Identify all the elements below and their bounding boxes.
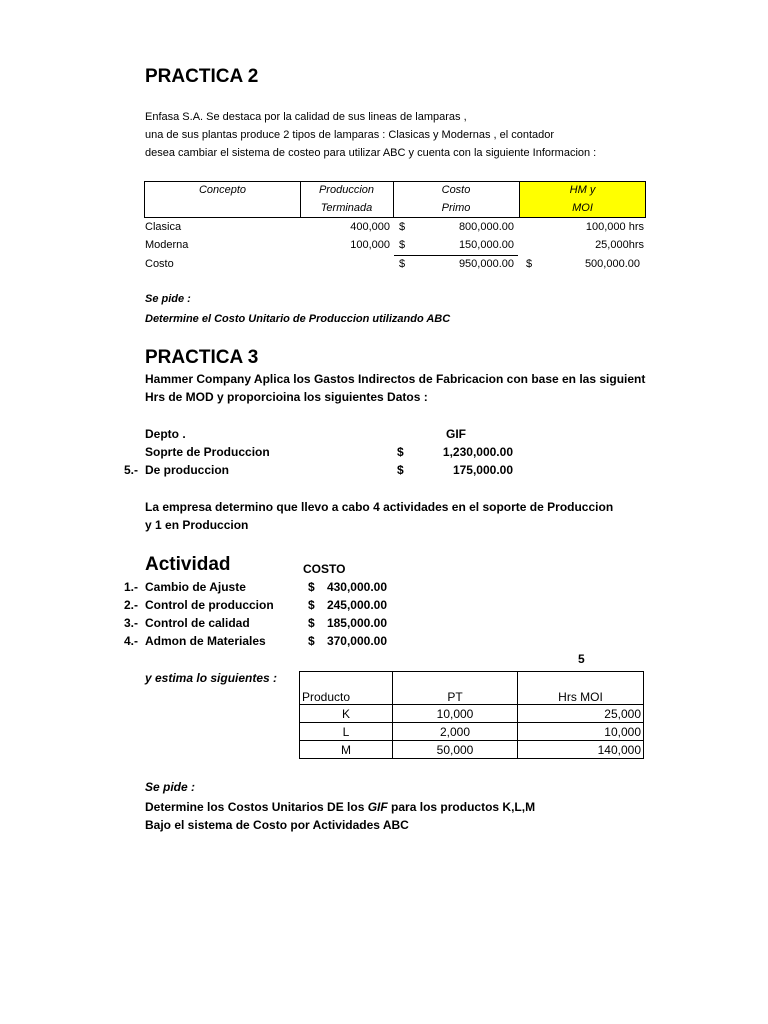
activity-name: Control de calidad xyxy=(145,616,250,630)
activity-name: Control de produccion xyxy=(145,598,274,612)
header-hrs-moi: Hrs MOI xyxy=(518,672,644,705)
p3-task-line-1 xyxy=(145,800,535,814)
row-label: Clasica xyxy=(145,221,182,233)
table-header-row xyxy=(300,672,644,705)
practica-2-title: PRACTICA 2 xyxy=(145,66,259,87)
stray-number: 5 xyxy=(578,652,585,666)
row-hm: 100,000 hrs xyxy=(585,221,644,233)
header-hm: HM y xyxy=(569,184,596,196)
pt-cell: 50,000 xyxy=(393,741,518,759)
p3-task-line-2: Bajo el sistema de Costo por Actividades ABC xyxy=(145,818,409,832)
header-concepto: Concepto xyxy=(198,184,247,196)
row-costo: 800,000.00 xyxy=(458,221,514,233)
header-producto: Producto xyxy=(300,672,393,705)
activity-number: 3.- xyxy=(124,616,139,630)
total-label: Costo xyxy=(145,258,174,270)
total-currency: $ xyxy=(399,258,406,270)
row-produccion: 100,000 xyxy=(350,239,390,251)
p2-task: Determine el Costo Unitario de Produccion utilizando ABC xyxy=(145,313,451,325)
gif-label: GIF xyxy=(446,427,466,441)
activity-name: Admon de Materiales xyxy=(145,634,266,648)
p2-intro-line-3: desea cambiar el sistema de costeo para utilizar ABC y cuenta con la siguiente Informacion : xyxy=(145,147,597,159)
activity-amount: 430,000.00 xyxy=(326,580,387,594)
activity-amount: 245,000.00 xyxy=(326,598,387,612)
depto-amount: 175,000.00 xyxy=(452,463,513,477)
activity-currency: $ xyxy=(308,634,315,648)
product-table xyxy=(299,671,644,759)
header-moi: MOI xyxy=(572,202,593,214)
table-row xyxy=(300,705,644,723)
total-hm: 500,000.00 xyxy=(584,258,640,270)
row-currency: $ xyxy=(399,239,406,251)
row-currency: $ xyxy=(399,221,406,233)
row-label: Moderna xyxy=(145,239,189,251)
header-terminada: Terminada xyxy=(320,202,373,214)
p2-intro-line-2: una de sus plantas produce 2 tipos de lamparas : Clasicas y Modernas , el contador xyxy=(145,129,555,141)
table-row xyxy=(300,741,644,759)
row-produccion: 400,000 xyxy=(350,221,390,233)
activity-currency: $ xyxy=(308,616,315,630)
costo-label: COSTO xyxy=(303,562,346,576)
total-costo: 950,000.00 xyxy=(458,258,514,270)
task-text: Determine los Costos Unitarios DE los xyxy=(145,800,368,814)
header-primo: Primo xyxy=(441,202,471,214)
task-text: para los productos K,L,M xyxy=(387,800,536,814)
row-hm: 25,000hrs xyxy=(595,239,644,251)
p2-se-pide: Se pide : xyxy=(145,293,191,305)
header-costo: Costo xyxy=(441,184,471,196)
activity-currency: $ xyxy=(308,580,315,594)
activity-number: 1.- xyxy=(124,580,139,594)
producto-cell: K xyxy=(300,705,393,723)
determino-line-2: y 1 en Produccion xyxy=(145,518,249,532)
activity-number: 4.- xyxy=(124,634,139,648)
activity-number: 2.- xyxy=(124,598,139,612)
depto-currency: $ xyxy=(397,463,404,477)
row-costo: 150,000.00 xyxy=(458,239,514,251)
p2-intro-line-1: Enfasa S.A. Se destaca por la calidad de sus lineas de lamparas , xyxy=(145,111,467,123)
depto-number: 5.- xyxy=(124,463,139,477)
p3-intro-line-1: Hammer Company Aplica los Gastos Indirectos de Fabricacion con base en las siguient xyxy=(145,372,646,386)
practica-3-title: PRACTICA 3 xyxy=(145,347,259,368)
table-row xyxy=(300,723,644,741)
depto-amount: 1,230,000.00 xyxy=(442,445,513,459)
estima-label: y estima lo siguientes : xyxy=(145,671,278,685)
producto-cell: M xyxy=(300,741,393,759)
activity-amount: 185,000.00 xyxy=(326,616,387,630)
depto-name: Soprte de Produccion xyxy=(145,445,270,459)
hrs-cell: 25,000 xyxy=(518,705,644,723)
activity-name: Cambio de Ajuste xyxy=(145,580,246,594)
p3-intro-line-2: Hrs de MOD y proporcioina los siguientes Datos : xyxy=(145,390,428,404)
total-hm-currency: $ xyxy=(526,258,533,270)
header-pt: PT xyxy=(393,672,518,705)
p3-se-pide: Se pide : xyxy=(145,780,196,794)
hrs-cell: 140,000 xyxy=(518,741,644,759)
depto-name: De produccion xyxy=(145,463,230,477)
hrs-cell: 10,000 xyxy=(518,723,644,741)
pt-cell: 10,000 xyxy=(393,705,518,723)
activity-amount: 370,000.00 xyxy=(326,634,387,648)
producto-cell: L xyxy=(300,723,393,741)
sum-underline xyxy=(394,255,518,256)
depto-label: Depto . xyxy=(145,427,186,441)
actividad-title: Actividad xyxy=(145,554,231,575)
header-produccion: Produccion xyxy=(318,184,375,196)
pt-cell: 2,000 xyxy=(393,723,518,741)
task-gif: GIF xyxy=(367,800,388,814)
activity-currency: $ xyxy=(308,598,315,612)
determino-line-1: La empresa determino que llevo a cabo 4 actividades en el soporte de Produccion xyxy=(145,500,614,514)
depto-currency: $ xyxy=(397,445,404,459)
